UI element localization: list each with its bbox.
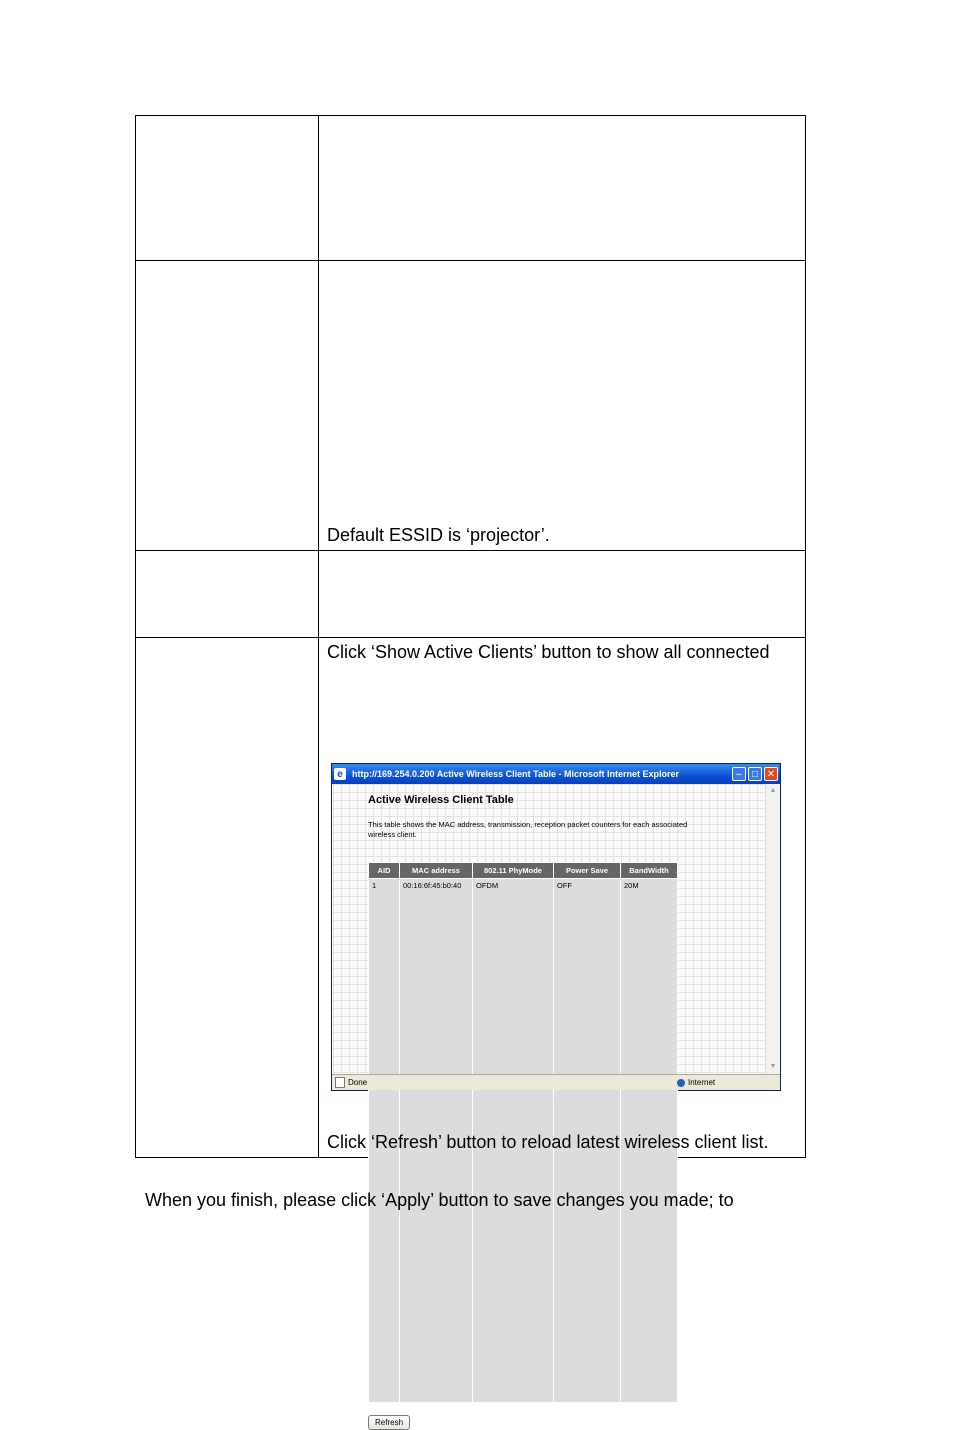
ie-status-bar — [332, 1074, 780, 1090]
table-row — [136, 638, 806, 1158]
refresh-button[interactable]: Refresh — [368, 1415, 410, 1430]
close-icon[interactable]: ✕ — [764, 767, 778, 781]
description-cell — [319, 261, 806, 551]
column-header: Power Save — [554, 863, 621, 879]
ie-window-title: http://169.254.0.200 Active Wireless Client Table - Microsoft Internet Explorer — [352, 769, 680, 779]
column-header: BandWidth — [621, 863, 678, 879]
label-cell — [136, 551, 319, 638]
maximize-icon[interactable]: □ — [748, 767, 762, 781]
minimize-icon[interactable]: – — [732, 767, 746, 781]
table-cell: 20M — [621, 879, 678, 1403]
table-cell: 00:16:6f:45:b0:40 — [400, 879, 473, 1403]
table-cell: OFF — [554, 879, 621, 1403]
scroll-down-icon[interactable]: ▼ — [769, 1063, 777, 1070]
vertical-scrollbar[interactable] — [765, 784, 780, 1074]
table-cell: 1 — [369, 879, 400, 1403]
status-done — [335, 1077, 677, 1088]
page-title: Active Wireless Client Table — [368, 794, 514, 806]
ie-titlebar — [332, 764, 780, 784]
client-table-header — [369, 863, 678, 879]
column-header: AID — [369, 863, 400, 879]
footer-paragraph: When you finish, please click ‘Apply’ button to save changes you made; to — [145, 1190, 734, 1210]
globe-icon — [677, 1079, 685, 1087]
scroll-up-icon[interactable]: ▲ — [769, 787, 777, 794]
label-cell — [136, 261, 319, 551]
table-row — [136, 116, 806, 261]
table-cell: OFDM — [473, 879, 554, 1403]
label-cell — [136, 638, 319, 1158]
essid-default-text: Default ESSID is ‘projector’. — [327, 525, 550, 545]
label-cell — [136, 116, 319, 261]
show-clients-text: Click ‘Show Active Clients’ button to show all connected — [327, 642, 770, 662]
refresh-instruction-text: Click ‘Refresh’ button to reload latest wireless client list. — [327, 1132, 769, 1152]
description-cell — [319, 551, 806, 638]
table-row — [136, 551, 806, 638]
page-description: This table shows the MAC address, transmission, reception packet counters for each associated wireless client. — [368, 820, 688, 839]
column-header: 802.11 PhyMode — [473, 863, 554, 879]
table-row — [136, 261, 806, 551]
status-zone — [677, 1078, 777, 1087]
status-done-label: Done — [348, 1078, 368, 1087]
page-icon — [335, 1077, 345, 1088]
status-zone-label: Internet — [688, 1078, 716, 1087]
description-cell — [319, 116, 806, 261]
column-header: MAC address — [400, 863, 473, 879]
ie-logo-icon: e — [334, 768, 346, 780]
